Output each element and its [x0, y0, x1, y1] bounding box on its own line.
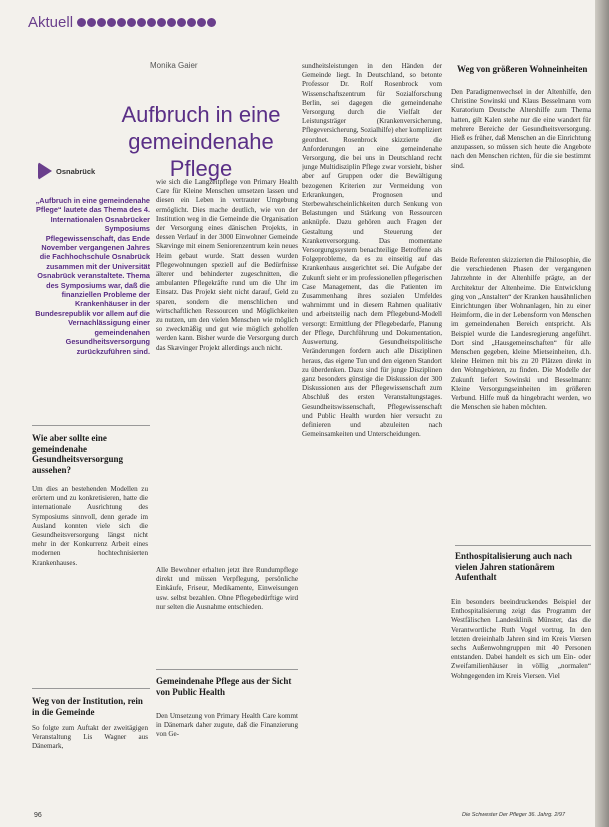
- dot: [117, 18, 126, 27]
- paragraph: Ein besonders beeindruckendes Beispiel der Enthospitalisierung zeigt das Programm der Westfälischen Landesklinik Münster, das die Verantwortliche Ruth Vogel vortrug. In den letzten dreieinhalb Jahren sind im Kreis Viersen sechs Außenwohngruppen mit 40 Personen entstanden. Dabei handelt es sich um Ein- oder Zweifamilienhäuser in völlig „normalen“ Wohngegenden im Kreis Viersen. Viel: [451, 598, 591, 680]
- author-byline: Monika Gaier: [150, 61, 198, 70]
- divider: [455, 545, 591, 546]
- article-headline: Aufbruch in eine gemeindenahe Pflege: [121, 101, 281, 181]
- dot: [147, 18, 156, 27]
- section-dots: [77, 18, 216, 27]
- dot: [87, 18, 96, 27]
- location-kicker: [38, 162, 95, 180]
- column-4-text-3: [451, 598, 591, 803]
- page-number: 96: [34, 812, 42, 819]
- paragraph: Den Umsetzung von Primary Health Care kommt in Dänemark daher zugute, daß die Finanzierung von Ge-: [156, 712, 298, 739]
- column-2-text-2: [156, 566, 298, 666]
- dot: [157, 18, 166, 27]
- divider: [32, 688, 150, 689]
- dot: [207, 18, 216, 27]
- paragraph: So folgte zum Auftakt der zweitägigen Veranstaltung Lis Wagner aus Dänemark,: [32, 724, 148, 751]
- subheading-4: Weg von größeren Wohneinheiten: [457, 64, 588, 74]
- subheading-1: Wie aber sollte eine gemeindenahe Gesundheitsversorgung aussehen?: [32, 433, 124, 475]
- dot: [197, 18, 206, 27]
- section-header: [28, 10, 603, 34]
- section-label: Aktuell: [28, 13, 74, 31]
- dot: [187, 18, 196, 27]
- column-4-text: [451, 88, 591, 253]
- column-2-text-3: [156, 712, 298, 802]
- dot: [107, 18, 116, 27]
- lead-paragraph: „Aufbruch in eine gemeindenahe Pflege“ lautete das Thema des 4. Internationalen Osnabrücker Symposiums Pflegewissenschaft, das Ende November vergangenen Jahres die Fachhochschule Osnabrück zusammen mit der Universität Osnabrück veranstaltete. Thema des Symposiums war, daß die finanziellen Probleme der Krankenhäuser in der Bundesrepublik vor allem auf die Vernachlässigung einer gemeindenahen Gesundheitsversorgung zurückzuführen sind.: [35, 196, 150, 356]
- dot: [177, 18, 186, 27]
- paragraph: Beide Referenten skizzierten die Philosophie, die die verschiedenen Phasen der vergangenen Jahrzehnte in der Altenhilfe prägte, an der Architektur der Altenheime. Die Entwicklung ging von „Anstalten“ der Kranken hausähnlichen Einrichtungen über Wohnanlagen, hin zu einer Heimform, die in der Lebensform von Menschen im gemeindenahen Bereich entspricht. Als Beispiel wurde die Landesregierung angeführt. Dort sind „Hausgemeinschaften“ für alle Menschen gegeben, kleine Mietseinheiten, d.h. kleine Heimen mit bis zu 20 Plätzen direkt in den Wohngebieten, zu finden. Die Modelle der Zukunft liefert Sowinski und Besselmann: Kleine Versorgungseinheiten im größeren Verbund. Hilfe muß da hingebracht werden, wo die Menschen sie haben möchten.: [451, 256, 591, 412]
- paragraph: wie sich die Langzeitpflege von Primary Health Care für Kleine Menschen umsetzen lassen und diesen ein Leben in vertrauter Umgebung ermöglicht. Dies mache deutlich, wie von der Institution weg in die Gemeinde die Organisation der Versorgung eines dänischen Projekts, in dessen Verlauf in der 3000 Einwohner Gemeinde Skævinge mit einem Seniorenzentrum kein neues Heim gebaut wurde. Statt dessen wurden Pflegewohnungen speziell auf die Bedürfnisse älterer und behinderter zugeschnitten, die ambulanten Pflegekräfte rund um die Uhr im Einsatz. Das Projekt sieht nicht darauf, Geld zu sparen, sondern die menschlichen und wirtschaftlichen Ressourcen und Möglichkeiten zu nutzen, um den vielen Menschen wie möglich so zweckmäßig und gut wie möglich geholfen werden kann. Bisher wurde die Versorgung durch das Skævinger Projekt allerdings auch nicht.: [156, 178, 298, 352]
- dot: [97, 18, 106, 27]
- paragraph: sundheitsleistungen in den Händen der Gemeinde liegt. In Deutschland, so betonte Professor Dr. Rolf Rosenbrock vom Wissenschaftszentrum für Sozialforschung Berlin, sei dagegen die gemeindenahe Versorgung durch die Vielfalt der Leistungsträger (Krankenversicherung, Pflegeversicherung, Sozialhilfe) eher kompliziert geordnet. Rosenbrock skizzierte die Anforderungen an eine gemeindenahe Versorgung, die bei uns in Deutschland recht junge Multidisziplin Pflege zwar vorsieht, bisher aber auf Gruppen oder die Bewältigung bezogenen Kriterien zur Vermeidung von Erkrankungen, Prognosen und Sterbewahrscheinlichkeiten durch Senkung von Belastungen und Stärkung von Ressourcen anknüpfe. Dazu gehören auch Fragen der Gestaltung und Steuerung der Krankenversorgung. Das momentane Versorgungssystem benachteilige Betroffene als Folgeprobleme, da es zu einseitig auf das Krankenhaus ausgerichtet sei. Die Aufgabe der Zukunft sieht er im professionellen pflegerischen Case Management, das die Patienten im Zusammenhang ihres sozialen Umfeldes wahrnimmt und in diesem Rahmen qualitativ und arbeitsteilig nach dem Pflegebund-Modell versorgt: Ermittlung der Pflegebedarfe, Planung der Pflege, Durchführung und Dokumentation, Auswertung. Gesundheitspolitische Veränderungen fordern auch alle Disziplinen heraus, das eigene Tun und den eigenen Standort zu überdenken. Dazu sind für junge Disziplinen ganz besonders günstige die Diskussion der 300 Diskussionen aus der Pflegewissenschaft zum Abschluß des ersten Veranstaltungstages. Gesundheitswissenschaft, Pflegewissenschaft und Public Health wurden hier versucht zu definieren und abzuleiten nach Gemeinsamkeiten und Unterscheidungen.: [302, 62, 442, 439]
- subheading-5: Enthospitalisierung auch nach vielen Jahren stationärem Aufenthalt: [455, 551, 573, 582]
- dot: [137, 18, 146, 27]
- dot: [127, 18, 136, 27]
- dot: [77, 18, 86, 27]
- divider: [32, 425, 150, 426]
- dot: [167, 18, 176, 27]
- journal-footer: Die Schwester Der Pfleger 36. Jahrg. 2/97: [462, 812, 566, 818]
- column-1-text-2: [32, 724, 148, 799]
- paragraph: Um dies an bestehenden Modellen zu erörtern und zu konkretisieren, hatte die internationale Ausrichtung des Symposiums sinnvoll, denn gerade im Ausland konnten viele sich die Gesundheitsversorgung längst nicht mehr in der Konkurrenz Arbeit eines modernen hochtechnisierten Krankenhauses.: [32, 485, 148, 567]
- column-4-text-2: [451, 256, 591, 541]
- page-spine-shadow: [595, 0, 609, 827]
- column-2-text: [156, 178, 298, 556]
- subheading-2: Weg von der Institution, rein in die Gemeinde: [32, 696, 143, 717]
- column-1-text: [32, 485, 148, 685]
- paragraph: Alle Bewohner erhalten jetzt ihre Rundumpflege direkt und müssen Verpflegung, persönliche Einkäufe, Friseur, Medikamente, Einweisungen usw. selbst bezahlen. Ohne Pflegebedürftige wird nur selten die Ausnahme entschieden.: [156, 566, 298, 611]
- subheading-3: Gemeindenahe Pflege aus der Sicht von Public Health: [156, 676, 292, 697]
- location-label: Osnabrück: [56, 166, 96, 176]
- divider: [156, 669, 298, 670]
- paragraph: Den Paradigmenwechsel in der Altenhilfe, den Christine Sowinski und Klaus Besselmann vom Kuratorium Deutsche Altershilfe zum Thema hatten, gilt Kalen stehe nur die eine wandert für mehrere Bereiche der Gesundheitsversorgung. Hieß es früher, daß Menschen an die Einrichtung anzupassen, so müssen sich heute die Angebote nach den Menschen richten, für die sie bestimmt sind.: [451, 88, 591, 170]
- column-3-text: [302, 62, 442, 807]
- play-arrow-icon: [38, 162, 52, 180]
